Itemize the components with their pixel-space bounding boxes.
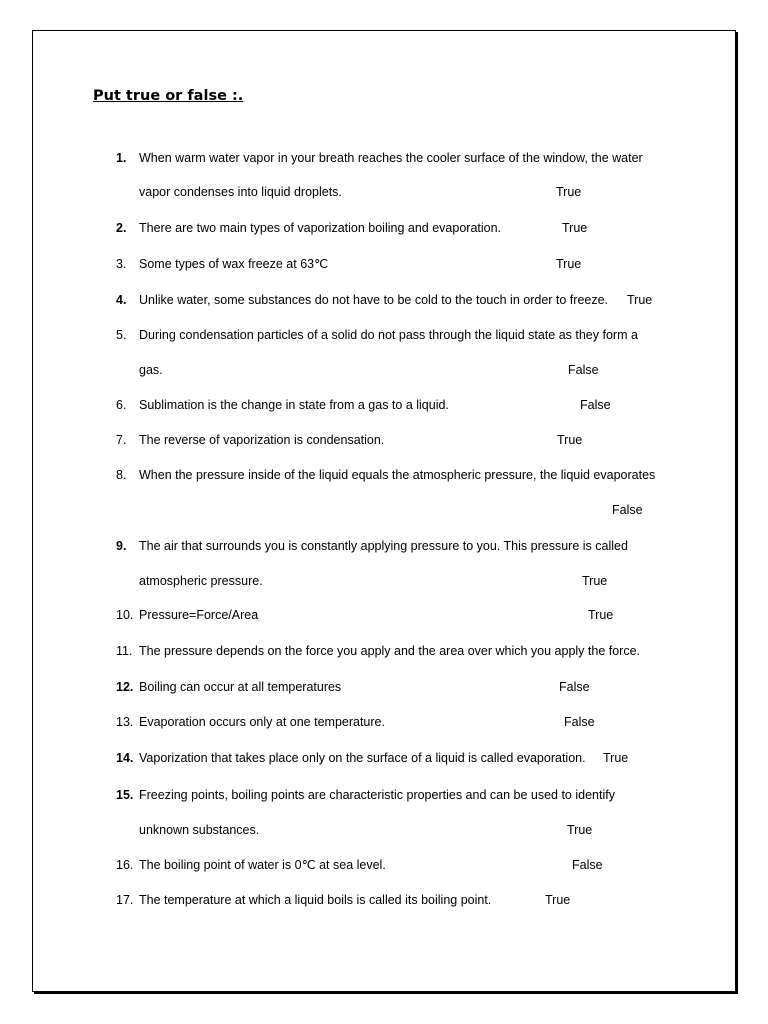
item-text-continued: vapor condenses into liquid droplets.: [139, 185, 342, 199]
item-number: 4.: [116, 293, 127, 307]
item-answer: True: [588, 608, 614, 622]
item-number: 16.: [116, 858, 134, 872]
item-text: During condensation particles of a solid do not pass through the liquid state as they form a: [139, 328, 638, 342]
item-text: Boiling can occur at all temperatures: [139, 680, 342, 694]
item-number: 8.: [116, 468, 127, 482]
item-text: Pressure=Force/Area: [139, 608, 259, 622]
item-text: When warm water vapor in your breath reaches the cooler surface of the window, the water: [139, 151, 643, 165]
item-text: Sublimation is the change in state from a gas to a liquid.: [139, 398, 449, 412]
item-answer: True: [582, 574, 608, 588]
item-number: 11.: [116, 644, 133, 658]
item-answer: False: [564, 715, 595, 729]
item-answer: False: [568, 363, 599, 377]
item-text: Some types of wax freeze at 63℃: [139, 257, 329, 271]
item-text: The reverse of vaporization is condensation.: [139, 433, 385, 447]
item-text: Evaporation occurs only at one temperature.: [139, 715, 385, 729]
item-number: 6.: [116, 398, 127, 412]
item-answer: False: [559, 680, 590, 694]
item-number: 3.: [116, 257, 127, 271]
item-text: Freezing points, boiling points are characteristic properties and can be used to identify: [139, 788, 615, 802]
item-number: 17.: [116, 893, 134, 907]
item-number: 10.: [116, 608, 134, 622]
item-answer: True: [627, 293, 653, 307]
item-text-continued: gas.: [139, 363, 163, 377]
item-answer: True: [603, 751, 629, 765]
item-number: 12.: [116, 680, 134, 694]
item-number: 9.: [116, 539, 127, 553]
item-text: There are two main types of vaporization boiling and evaporation.: [139, 221, 502, 235]
item-text: The air that surrounds you is constantly applying pressure to you. This pressure is called: [139, 539, 628, 553]
item-text: When the pressure inside of the liquid equals the atmospheric pressure, the liquid evaporates: [139, 468, 656, 482]
item-answer: True: [557, 433, 583, 447]
item-answer: True: [556, 257, 582, 271]
item-number: 15.: [116, 788, 134, 802]
item-text-continued: unknown substances.: [139, 823, 260, 837]
item-number: 1.: [116, 151, 127, 165]
item-answer: False: [612, 503, 643, 517]
item-number: 14.: [116, 751, 134, 765]
item-number: 5.: [116, 328, 127, 342]
item-number: 2.: [116, 221, 127, 235]
item-text: Unlike water, some substances do not have to be cold to the touch in order to freeze.: [139, 293, 609, 307]
item-answer: True: [545, 893, 571, 907]
worksheet-title: Put true or false :.: [93, 88, 244, 104]
item-answer: True: [562, 221, 588, 235]
item-answer: True: [567, 823, 593, 837]
item-text: The temperature at which a liquid boils is called its boiling point.: [139, 893, 492, 907]
item-number: 7.: [116, 433, 127, 447]
item-answer: True: [556, 185, 582, 199]
item-number: 13.: [116, 715, 134, 729]
item-text-continued: atmospheric pressure.: [139, 574, 263, 588]
item-answer: False: [580, 398, 611, 412]
item-answer: False: [572, 858, 603, 872]
item-text: The boiling point of water is 0℃ at sea level.: [139, 858, 386, 872]
item-text: Vaporization that takes place only on the surface of a liquid is called evaporation.: [139, 751, 586, 765]
item-text: The pressure depends on the force you apply and the area over which you apply the force.: [139, 644, 641, 658]
